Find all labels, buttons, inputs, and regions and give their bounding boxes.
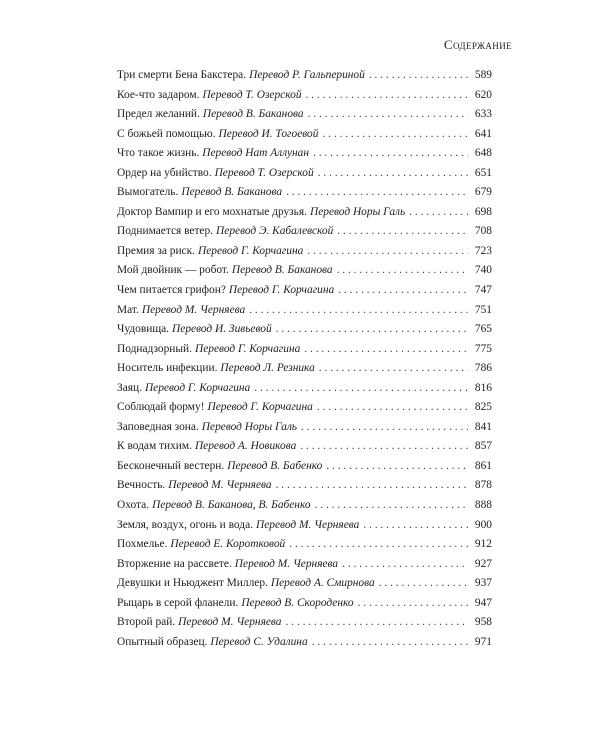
entry-translator: Перевод М. Черняева xyxy=(234,557,339,570)
entry-title: Носитель инфекции. xyxy=(117,362,218,375)
dot-leader xyxy=(249,301,468,321)
dot-leader xyxy=(313,144,468,164)
entry-title: Бесконечный вестерн. xyxy=(117,459,225,472)
toc-entry xyxy=(117,516,492,536)
entry-title: Заяц. xyxy=(117,381,142,394)
entry-translator: Перевод В. Баканова, В. Бабенко xyxy=(152,499,311,512)
entry-page-number: 786 xyxy=(474,362,492,375)
entry-translator: Перевод В. Бабенко xyxy=(227,459,323,472)
entry-translator: Перевод В. Баканова xyxy=(181,186,283,199)
entry-title: Доктор Вампир и его мохнатые друзья. xyxy=(117,205,307,218)
toc-entry xyxy=(117,261,492,281)
entry-title: Вечность. xyxy=(117,479,166,492)
entry-title: Мат. xyxy=(117,303,139,316)
toc-entry xyxy=(117,398,492,418)
entry-translator: Перевод М. Черняева xyxy=(256,518,360,531)
toc-entry xyxy=(117,496,492,516)
entry-page-number: 927 xyxy=(474,557,492,570)
entry-page-number: 947 xyxy=(474,596,492,609)
entry-translator: Перевод В. Баканова xyxy=(202,108,304,121)
entry-translator: Перевод С. Удалина xyxy=(210,635,308,648)
entry-translator: Перевод М. Черняева xyxy=(168,479,272,492)
entry-page-number: 620 xyxy=(474,88,492,101)
entry-title: Чем питается грифон? xyxy=(117,284,226,297)
entry-page-number: 679 xyxy=(474,186,492,199)
toc-entry xyxy=(117,457,492,477)
entry-page-number: 698 xyxy=(474,205,492,218)
entry-title: Кое-что задаром. xyxy=(117,88,200,101)
entry-title: Премия за риск. xyxy=(117,244,195,257)
dot-leader xyxy=(301,418,468,438)
entry-page-number: 765 xyxy=(474,323,492,336)
dot-leader xyxy=(308,105,468,125)
dot-leader xyxy=(409,203,468,223)
entry-title: Поднимается ветер. xyxy=(117,225,214,238)
entry-title: Ордер на убийство. xyxy=(117,166,212,179)
entry-title: Вымогатель. xyxy=(117,186,179,199)
dot-leader xyxy=(276,476,468,496)
toc-entry xyxy=(117,203,492,223)
entry-title: Опытный образец. xyxy=(117,635,208,648)
entry-page-number: 816 xyxy=(474,381,492,394)
toc-entry xyxy=(117,105,492,125)
toc-entry xyxy=(117,242,492,262)
entry-page-number: 723 xyxy=(474,244,492,257)
toc-entry xyxy=(117,340,492,360)
toc-entry xyxy=(117,320,492,340)
entry-title: Вторжение на рассвете. xyxy=(117,557,232,570)
toc-entry xyxy=(117,437,492,457)
dot-leader xyxy=(312,633,468,653)
entry-translator: Перевод Л. Резника xyxy=(220,362,315,375)
entry-title: Второй рай. xyxy=(117,616,176,629)
entry-page-number: 589 xyxy=(474,69,492,81)
dot-leader xyxy=(289,535,468,555)
entry-page-number: 740 xyxy=(474,264,492,277)
dot-leader xyxy=(285,613,468,633)
entry-page-number: 775 xyxy=(474,342,492,355)
toc-entry xyxy=(117,476,492,496)
toc-entry xyxy=(117,125,492,145)
toc-entry xyxy=(117,418,492,438)
toc-entry xyxy=(117,144,492,164)
entry-translator: Перевод В. Баканова xyxy=(231,264,333,277)
dot-leader xyxy=(342,555,468,575)
entry-title: Девушки и Ньюджент Миллер. xyxy=(117,577,268,590)
dot-leader xyxy=(379,574,468,594)
entry-page-number: 825 xyxy=(474,401,492,414)
entry-translator: Перевод Т. Озерской xyxy=(214,166,314,179)
dot-leader xyxy=(286,183,468,203)
toc-entry xyxy=(117,555,492,575)
dot-leader xyxy=(322,125,468,145)
entry-translator: Перевод В. Скороденко xyxy=(241,596,354,609)
entry-page-number: 633 xyxy=(474,108,492,121)
entry-translator: Перевод Р. Гальпериной xyxy=(249,69,365,81)
dot-leader xyxy=(318,164,468,184)
dot-leader xyxy=(326,457,468,477)
entry-title: Соблюдай форму! xyxy=(117,401,205,414)
entry-translator: Перевод Норы Галь xyxy=(201,420,297,433)
dot-leader xyxy=(315,496,468,516)
dot-leader xyxy=(338,281,468,301)
entry-page-number: 841 xyxy=(474,420,492,433)
toc-entry xyxy=(117,633,492,653)
dot-leader xyxy=(358,594,468,614)
toc-entry xyxy=(117,183,492,203)
entry-page-number: 708 xyxy=(474,225,492,238)
toc-entry xyxy=(117,359,492,379)
entry-page-number: 971 xyxy=(474,635,492,648)
entry-translator: Перевод М. Черняева xyxy=(178,616,282,629)
entry-translator: Перевод Э. Кабалевской xyxy=(216,225,334,238)
entry-title: К водам тихим. xyxy=(117,440,192,453)
entry-title: Заповедная зона. xyxy=(117,420,199,433)
entry-translator: Перевод Г. Корчагина xyxy=(144,381,251,394)
entry-title: Что такое жизнь. xyxy=(117,147,200,160)
entry-translator: Перевод Г. Корчагина xyxy=(228,284,335,297)
dot-leader xyxy=(304,340,468,360)
toc-entry xyxy=(117,574,492,594)
entry-title: Похмелье. xyxy=(117,538,168,551)
entry-page-number: 651 xyxy=(474,166,492,179)
entry-page-number: 888 xyxy=(474,499,492,512)
dot-leader xyxy=(337,261,468,281)
entry-translator: Перевод Нат Аллунан xyxy=(202,147,310,160)
entry-translator: Перевод М. Черняева xyxy=(141,303,246,316)
entry-translator: Перевод Г. Корчагина xyxy=(198,244,304,257)
toc-entry xyxy=(117,594,492,614)
entry-page-number: 641 xyxy=(474,127,492,140)
entry-title: Земля, воздух, огонь и вода. xyxy=(117,518,253,531)
entry-page-number: 958 xyxy=(474,616,492,629)
entry-page-number: 751 xyxy=(474,303,492,316)
entry-page-number: 747 xyxy=(474,284,492,297)
entry-translator: Перевод Е. Коротковой xyxy=(170,538,286,551)
running-head: Содержание xyxy=(443,37,512,52)
toc-entry xyxy=(117,222,492,242)
entry-title: Три смерти Бена Бакстера. xyxy=(117,69,247,81)
dot-leader xyxy=(254,379,468,399)
toc-entry xyxy=(117,379,492,399)
entry-translator: Перевод Г. Корчагина xyxy=(207,401,313,414)
entry-title: Охота. xyxy=(117,499,150,512)
entry-title: С божьей помощью. xyxy=(117,127,216,140)
dot-leader xyxy=(369,66,468,86)
toc-entry xyxy=(117,613,492,633)
entry-title: Чудовища. xyxy=(117,323,170,336)
toc-entry xyxy=(117,86,492,106)
entry-title: Предел желаний. xyxy=(117,108,200,121)
dot-leader xyxy=(300,437,468,457)
entry-translator: Перевод А. Смирнова xyxy=(270,577,375,590)
entry-page-number: 648 xyxy=(474,147,492,160)
entry-title: Мой двойник — робот. xyxy=(117,264,229,277)
toc-entry xyxy=(117,535,492,555)
entry-title: Поднадзорный. xyxy=(117,342,192,355)
dot-leader xyxy=(317,398,468,418)
dot-leader xyxy=(276,320,468,340)
toc-entry xyxy=(117,66,492,86)
toc-entry xyxy=(117,301,492,321)
entry-translator: Перевод А. Новикова xyxy=(194,440,297,453)
entry-page-number: 937 xyxy=(474,577,492,590)
dot-leader xyxy=(307,242,468,262)
entry-translator: Перевод И. Тогоевой xyxy=(218,127,319,140)
entry-page-number: 912 xyxy=(474,538,492,551)
entry-translator: Перевод Норы Галь xyxy=(309,205,406,218)
toc-entry xyxy=(117,281,492,301)
table-of-contents xyxy=(117,66,492,652)
dot-leader xyxy=(337,222,468,242)
entry-title: Рыцарь в серой фланели. xyxy=(117,596,239,609)
dot-leader xyxy=(363,516,468,536)
toc-entry xyxy=(117,164,492,184)
entry-translator: Перевод Г. Корчагина xyxy=(195,342,301,355)
entry-page-number: 900 xyxy=(474,518,492,531)
dot-leader xyxy=(306,86,468,106)
entry-page-number: 857 xyxy=(474,440,492,453)
dot-leader xyxy=(319,359,468,379)
entry-translator: Перевод И. Зивьевой xyxy=(172,323,272,336)
entry-page-number: 878 xyxy=(474,479,492,492)
entry-translator: Перевод Т. Озерской xyxy=(202,88,302,101)
entry-page-number: 861 xyxy=(474,459,492,472)
